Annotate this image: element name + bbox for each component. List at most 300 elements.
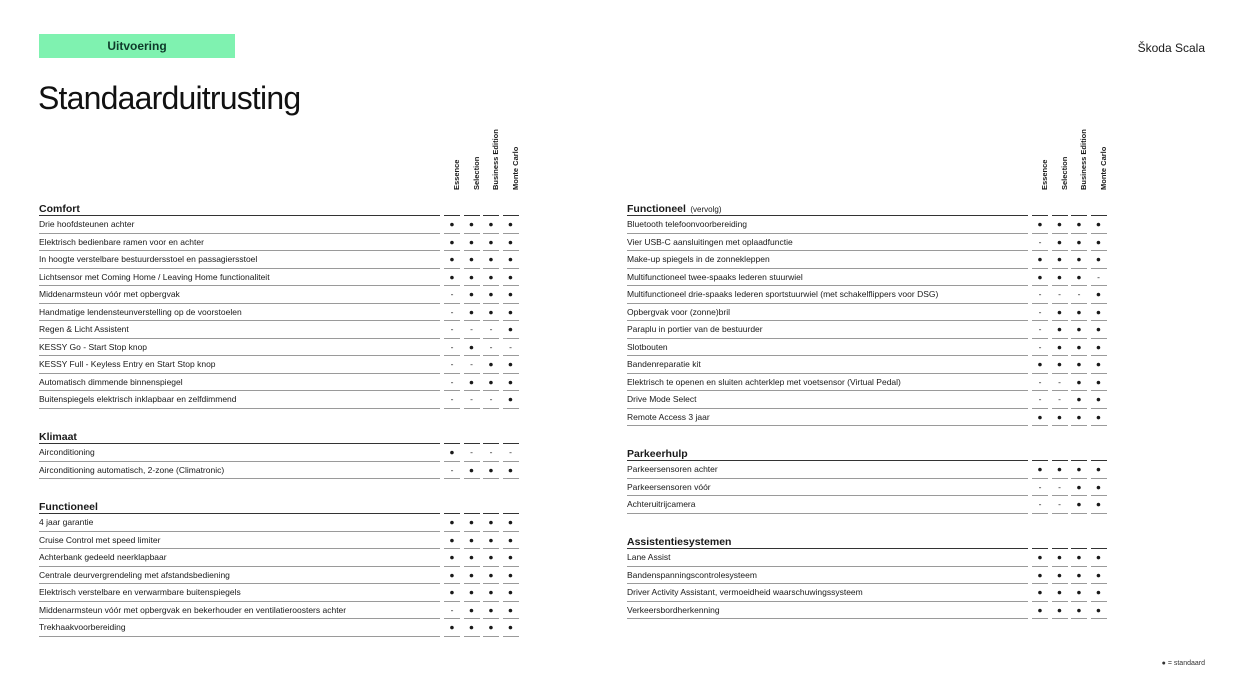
standard-dot: ●: [507, 464, 514, 475]
standard-dot: ●: [468, 236, 475, 247]
brand-name: Škoda Scala: [1137, 41, 1205, 55]
not-available-dash: -: [489, 447, 493, 457]
not-available-dash: -: [450, 324, 454, 334]
section-title: [39, 199, 519, 216]
standard-dot: ●: [468, 271, 475, 282]
table-row: [627, 356, 1107, 374]
cell-rule: [444, 478, 460, 479]
row-rule: [39, 408, 440, 409]
not-available-dash: -: [1058, 289, 1061, 299]
standard-dot: ●: [488, 464, 494, 475]
table-row: [627, 339, 1107, 357]
standard-dot: ●: [1076, 376, 1082, 387]
cell-rule: [1071, 513, 1087, 514]
standard-dot: ●: [1076, 499, 1082, 509]
row-label: Make-up spiegels in de zonnekleppen: [627, 254, 770, 264]
standard-dot: ●: [449, 219, 455, 229]
cell-rule: [1052, 425, 1068, 426]
row-rule: [39, 478, 440, 479]
standard-dot: ●: [1076, 481, 1082, 492]
row-label: Paraplu in portier van de bestuurder: [627, 324, 763, 334]
not-available-dash: -: [1038, 324, 1042, 334]
standard-dot: ●: [468, 464, 475, 475]
standard-dot: ●: [1056, 306, 1063, 317]
standard-dot: ●: [507, 359, 514, 369]
table-row: [39, 514, 519, 532]
not-available-dash: -: [450, 464, 454, 475]
standard-dot: ●: [1095, 587, 1102, 597]
standard-dot: ●: [507, 552, 514, 562]
table-row: [627, 321, 1107, 339]
row-label: Middenarmsteun vóór met opbergvak en bekerhouder en ventilatieroosters achter: [39, 604, 347, 615]
column-header: [1054, 132, 1074, 190]
not-available-dash: -: [1077, 289, 1081, 299]
standard-dot: ●: [1037, 271, 1043, 282]
not-available-dash: -: [1038, 394, 1042, 404]
section-title: [627, 199, 1107, 216]
standard-dot: ●: [1095, 219, 1102, 229]
row-label: Slotbouten: [627, 341, 668, 352]
section-title-text: Klimaat: [39, 431, 77, 443]
standard-dot: ●: [1056, 411, 1063, 422]
standard-dot: ●: [488, 236, 494, 247]
row-rule: [627, 425, 1028, 426]
row-label: Middenarmsteun vóór met opbergvak: [39, 289, 180, 299]
column-header-label: Essence: [452, 159, 461, 190]
not-available-dash: -: [450, 289, 454, 299]
standard-dot: ●: [1095, 341, 1102, 352]
standard-dot: ●: [1076, 341, 1082, 352]
column-header-label: Essence: [1040, 159, 1049, 190]
not-available-dash: -: [509, 341, 512, 352]
column-header: [1073, 129, 1093, 190]
row-label: Handmatige lendensteunverstelling op de voorstoelen: [39, 306, 242, 317]
row-label: Bandenspanningscontrolesysteem: [627, 569, 757, 580]
cell-rule: [1032, 425, 1048, 426]
row-label: Centrale deurvergrendeling met afstandsbediening: [39, 569, 230, 580]
standard-dot: ●: [488, 289, 494, 299]
cell-rule: [1071, 425, 1087, 426]
standard-dot: ●: [488, 376, 494, 387]
standard-dot: ●: [507, 517, 514, 527]
standard-dot: ●: [1095, 376, 1102, 387]
table-row: [39, 374, 519, 392]
table-row: [39, 532, 519, 550]
cell-rule: [1052, 513, 1068, 514]
standard-dot: ●: [1056, 324, 1063, 334]
not-available-dash: -: [1038, 306, 1042, 317]
standard-dot: ●: [507, 219, 514, 229]
standard-dot: ●: [1056, 587, 1063, 597]
not-available-dash: -: [470, 359, 473, 369]
section-title-text: Assistentiesystemen: [627, 536, 732, 548]
standard-dot: ●: [449, 517, 455, 527]
standard-dot: ●: [468, 219, 475, 229]
standard-dot: ●: [507, 394, 514, 404]
standard-dot: ●: [1076, 464, 1082, 474]
standard-dot: ●: [488, 306, 494, 317]
cell-rule: [1032, 618, 1048, 619]
row-label: Parkeersensoren vóór: [627, 481, 711, 492]
standard-dot: ●: [507, 271, 514, 282]
standard-dot: ●: [1056, 359, 1063, 369]
table-section: [627, 199, 1107, 426]
column-header-label: Business Edition: [1079, 129, 1088, 190]
not-available-dash: -: [1058, 376, 1061, 387]
table-section: [39, 427, 519, 479]
not-available-dash: -: [470, 324, 473, 334]
table-row: [39, 321, 519, 339]
standard-dot: ●: [468, 552, 475, 562]
row-label: Automatisch dimmende binnenspiegel: [39, 376, 183, 387]
table-row: [627, 549, 1107, 567]
standard-dot: ●: [1056, 271, 1063, 282]
column-header-label: Monte Carlo: [510, 146, 520, 190]
standard-dot: ●: [468, 341, 475, 352]
row-label: Achterbank gedeeld neerklapbaar: [39, 552, 167, 562]
row-label: Regen & Licht Assistent: [39, 324, 129, 334]
standard-dot: ●: [1076, 604, 1082, 615]
standard-dot: ●: [468, 569, 475, 580]
table-row: [627, 234, 1107, 252]
standard-dot: ●: [449, 587, 455, 597]
table-row: [627, 374, 1107, 392]
column-header-label: Selection: [1059, 156, 1069, 190]
table-row: [39, 269, 519, 287]
row-label: Trekhaakvoorbereiding: [39, 622, 126, 632]
standard-dot: ●: [488, 359, 494, 369]
row-label: Multifunctioneel twee-spaaks lederen stuurwiel: [627, 271, 803, 282]
row-label: Airconditioning automatisch, 2-zone (Climatronic): [39, 464, 225, 475]
standard-dot: ●: [488, 622, 494, 632]
cell-rule: [503, 636, 519, 637]
row-label: 4 jaar garantie: [39, 517, 94, 527]
table-section: [627, 444, 1107, 514]
row-rule: [627, 513, 1028, 514]
not-available-dash: -: [450, 604, 454, 615]
table-row: [39, 234, 519, 252]
standard-dot: ●: [1037, 219, 1043, 229]
standard-dot: ●: [468, 534, 475, 545]
standard-dot: ●: [468, 604, 475, 615]
cell-rule: [503, 408, 519, 409]
standard-dot: ●: [1076, 359, 1082, 369]
cell-rule: [1091, 425, 1107, 426]
section-title: [627, 532, 1107, 549]
row-label: Buitenspiegels elektrisch inklapbaar en zelfdimmend: [39, 394, 237, 404]
row-label: Airconditioning: [39, 447, 95, 457]
row-label: Drie hoofdsteunen achter: [39, 219, 135, 229]
section-title-text: Functioneel: [39, 501, 98, 513]
standard-dot: ●: [449, 236, 455, 247]
standard-dot: ●: [507, 587, 514, 597]
standard-dot: ●: [1076, 271, 1082, 282]
standard-dot: ●: [1056, 219, 1063, 229]
not-available-dash: -: [489, 341, 493, 352]
not-available-dash: -: [450, 341, 454, 352]
standard-dot: ●: [449, 271, 455, 282]
standard-dot: ●: [1095, 481, 1102, 492]
standard-dot: ●: [1095, 499, 1102, 509]
table-row: [39, 391, 519, 409]
section-title: [39, 497, 519, 514]
column-header: [1093, 132, 1113, 190]
standard-dot: ●: [449, 552, 455, 562]
not-available-dash: -: [1038, 499, 1042, 509]
standard-dot: ●: [488, 534, 494, 545]
row-rule: [627, 618, 1028, 619]
table-row: [39, 216, 519, 234]
table-row: [627, 304, 1107, 322]
row-label: Vier USB-C aansluitingen met oplaadfunctie: [627, 236, 793, 247]
standard-dot: ●: [1095, 236, 1102, 247]
row-label: Cruise Control met speed limiter: [39, 534, 161, 545]
not-available-dash: -: [489, 394, 493, 404]
cell-rule: [483, 408, 499, 409]
not-available-dash: -: [450, 359, 454, 369]
standard-dot: ●: [1076, 254, 1082, 264]
standard-dot: ●: [488, 604, 494, 615]
standard-dot: ●: [1076, 411, 1082, 422]
standard-dot: ●: [1037, 587, 1043, 597]
column-header: [446, 132, 466, 190]
row-label: Remote Access 3 jaar: [627, 411, 710, 422]
not-available-dash: -: [1058, 481, 1061, 492]
row-label: Bandenreparatie kit: [627, 359, 701, 369]
standard-dot: ●: [1056, 341, 1063, 352]
standard-dot: ●: [507, 306, 514, 317]
section-tag: Uitvoering: [39, 34, 235, 58]
section-title: [39, 427, 519, 444]
section-title-text: Parkeerhulp: [627, 448, 688, 460]
standard-dot: ●: [468, 517, 475, 527]
standard-dot: ●: [1095, 359, 1102, 369]
standard-dot: ●: [468, 587, 475, 597]
cell-rule: [503, 478, 519, 479]
standard-dot: ●: [1037, 411, 1043, 422]
table-row: [39, 462, 519, 480]
standard-dot: ●: [1095, 552, 1102, 562]
standard-dot: ●: [468, 622, 475, 632]
standard-dot: ●: [507, 289, 514, 299]
table-row: [39, 286, 519, 304]
not-available-dash: -: [1058, 394, 1061, 404]
not-available-dash: -: [450, 394, 454, 404]
row-label: Lichtsensor met Coming Home / Leaving Home functionaliteit: [39, 271, 270, 282]
standard-dot: ●: [468, 254, 475, 264]
column-header: [466, 132, 486, 190]
not-available-dash: -: [1097, 271, 1100, 282]
column-header-label: Monte Carlo: [1098, 146, 1108, 190]
standard-dot: ●: [1076, 394, 1082, 404]
column-header-label: Business Edition: [491, 129, 500, 190]
standard-dot: ●: [1056, 569, 1063, 580]
standard-dot: ●: [449, 622, 455, 632]
table-row: [39, 602, 519, 620]
not-available-dash: -: [1038, 376, 1042, 387]
standard-dot: ●: [507, 622, 514, 632]
column-header: [1034, 132, 1054, 190]
standard-dot: ●: [468, 306, 475, 317]
row-label: Opbergvak voor (zonne)bril: [627, 306, 730, 317]
standard-dot: ●: [1095, 569, 1102, 580]
row-rule: [39, 636, 440, 637]
standard-dot: ●: [449, 534, 455, 545]
standard-dot: ●: [1056, 552, 1063, 562]
standard-dot: ●: [1076, 219, 1082, 229]
page-title: Standaarduitrusting: [38, 80, 301, 116]
table-row: [627, 567, 1107, 585]
row-label: Achteruitrijcamera: [627, 499, 696, 509]
not-available-dash: -: [1038, 481, 1042, 492]
row-label: Lane Assist: [627, 552, 671, 562]
standard-dot: ●: [488, 254, 494, 264]
row-label: Driver Activity Assistant, vermoeidheid waarschuwingssysteem: [627, 587, 863, 597]
standard-dot: ●: [1056, 604, 1063, 615]
cell-rule: [1052, 618, 1068, 619]
not-available-dash: -: [1038, 341, 1042, 352]
standard-dot: ●: [1076, 324, 1082, 334]
standard-dot: ●: [1076, 587, 1082, 597]
standard-dot: ●: [1037, 569, 1043, 580]
section-title-suffix: (vervolg): [690, 205, 722, 214]
standard-dot: ●: [1095, 289, 1102, 299]
table-row: [627, 391, 1107, 409]
standard-dot: ●: [1076, 552, 1082, 562]
column-header-label: Selection: [471, 156, 481, 190]
row-label: Elektrisch verstelbare en verwarmbare buitenspiegels: [39, 587, 241, 597]
row-label: KESSY Full - Keyless Entry en Start Stop knop: [39, 359, 216, 369]
cell-rule: [1091, 618, 1107, 619]
standard-dot: ●: [1095, 254, 1102, 264]
table-row: [39, 251, 519, 269]
standard-dot: ●: [449, 569, 455, 580]
standard-dot: ●: [488, 587, 494, 597]
standard-dot: ●: [1056, 254, 1063, 264]
table-row: [627, 216, 1107, 234]
cell-rule: [1071, 618, 1087, 619]
table-row: [39, 339, 519, 357]
standard-dot: ●: [1076, 569, 1082, 580]
cell-rule: [464, 478, 480, 479]
table-row: [627, 286, 1107, 304]
not-available-dash: -: [1038, 289, 1042, 299]
table-row: [627, 602, 1107, 620]
section-title-text: Functioneel: [627, 203, 686, 215]
row-label: Parkeersensoren achter: [627, 464, 718, 474]
standard-dot: ●: [507, 534, 514, 545]
cell-rule: [483, 636, 499, 637]
table-row: [39, 584, 519, 602]
standard-dot: ●: [1095, 604, 1102, 615]
standard-dot: ●: [1037, 604, 1043, 615]
standard-dot: ●: [1056, 464, 1063, 474]
table-row: [39, 444, 519, 462]
standard-dot: ●: [1037, 359, 1043, 369]
table-row: [39, 619, 519, 637]
cell-rule: [464, 636, 480, 637]
standard-dot: ●: [488, 569, 494, 580]
standard-dot: ●: [488, 219, 494, 229]
cell-rule: [1032, 513, 1048, 514]
row-label: KESSY Go - Start Stop knop: [39, 341, 148, 352]
not-available-dash: -: [450, 376, 454, 387]
standard-dot: ●: [1095, 394, 1102, 404]
row-label: Drive Mode Select: [627, 394, 697, 404]
table-row: [39, 567, 519, 585]
not-available-dash: -: [470, 447, 473, 457]
standard-dot: ●: [1076, 306, 1082, 317]
standard-dot: ●: [1037, 464, 1043, 474]
row-label: Elektrisch bedienbare ramen voor en achter: [39, 236, 204, 247]
standard-dot: ●: [1095, 306, 1102, 317]
row-label: In hoogte verstelbare bestuurdersstoel en passagiersstoel: [39, 254, 258, 264]
table-section: [627, 532, 1107, 619]
row-label: Verkeersbordherkenning: [627, 604, 720, 615]
standard-dot: ●: [488, 517, 494, 527]
not-available-dash: -: [1038, 236, 1042, 247]
cell-rule: [464, 408, 480, 409]
standard-dot: ●: [1095, 324, 1102, 334]
standard-dot: ●: [507, 376, 514, 387]
legend: ● = standaard: [1161, 660, 1205, 667]
standard-dot: ●: [507, 254, 514, 264]
standard-dot: ●: [507, 604, 514, 615]
standard-dot: ●: [507, 236, 514, 247]
not-available-dash: -: [450, 306, 454, 317]
section-title-text: Comfort: [39, 203, 80, 215]
standard-dot: ●: [449, 254, 455, 264]
table-row: [627, 269, 1107, 287]
row-label: Elektrisch te openen en sluiten achterklep met voetsensor (Virtual Pedal): [627, 376, 901, 387]
section-title: [627, 444, 1107, 461]
not-available-dash: -: [470, 394, 473, 404]
table-section: [39, 497, 519, 637]
not-available-dash: -: [509, 447, 512, 457]
standard-dot: ●: [1095, 464, 1102, 474]
standard-dot: ●: [488, 271, 494, 282]
standard-dot: ●: [449, 447, 455, 457]
cell-rule: [444, 636, 460, 637]
standard-dot: ●: [507, 324, 514, 334]
table-section: [39, 199, 519, 409]
column-header: [485, 129, 505, 190]
cell-rule: [444, 408, 460, 409]
cell-rule: [483, 478, 499, 479]
standard-dot: ●: [1095, 411, 1102, 422]
standard-dot: ●: [468, 376, 475, 387]
standard-dot: ●: [507, 569, 514, 580]
table-row: [627, 496, 1107, 514]
table-row: [39, 356, 519, 374]
table-row: [39, 549, 519, 567]
table-row: [627, 479, 1107, 497]
row-label: Multifunctioneel drie-spaaks lederen sportstuurwiel (met schakelflippers voor DSG): [627, 289, 939, 299]
table-row: [627, 461, 1107, 479]
standard-dot: ●: [488, 552, 494, 562]
table-row: [627, 251, 1107, 269]
table-row: [39, 304, 519, 322]
column-header: [505, 132, 525, 190]
standard-dot: ●: [1076, 236, 1082, 247]
table-row: [627, 584, 1107, 602]
standard-dot: ●: [1037, 254, 1043, 264]
standard-dot: ●: [1056, 236, 1063, 247]
standard-dot: ●: [1037, 552, 1043, 562]
row-label: Bluetooth telefoonvoorbereiding: [627, 219, 748, 229]
standard-dot: ●: [468, 289, 475, 299]
table-row: [627, 409, 1107, 427]
